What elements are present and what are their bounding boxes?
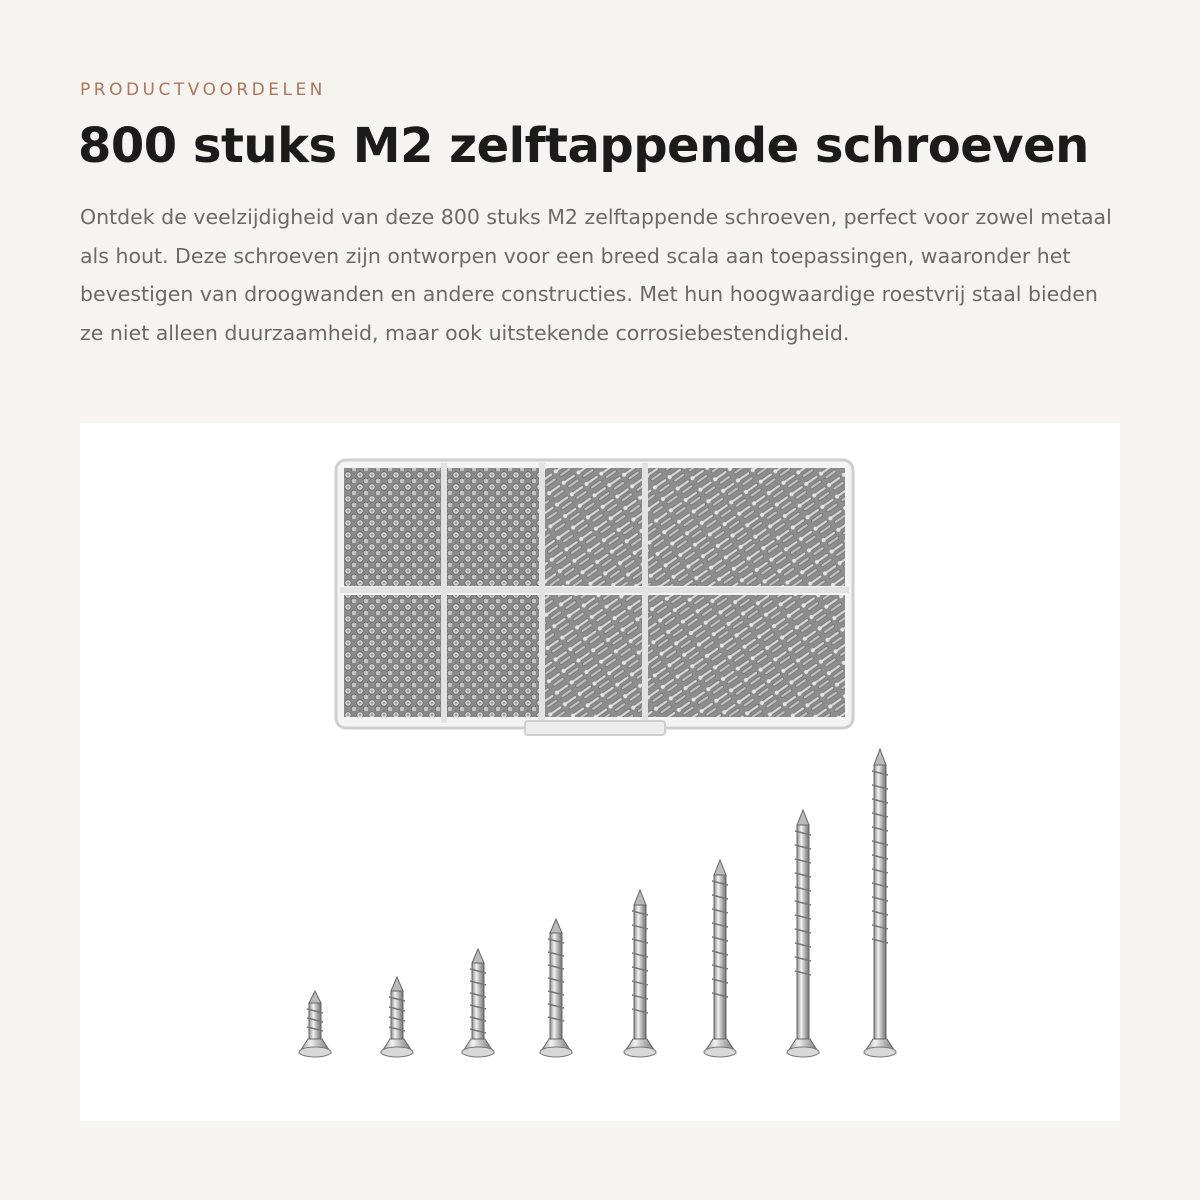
assortment-box xyxy=(336,460,853,735)
eyebrow-label: PRODUCTVOORDELEN xyxy=(80,80,326,100)
section-title: 800 stuks M2 zelftappende schroeven xyxy=(78,118,1089,174)
section-description: Ontdek de veelzijdigheid van deze 800 stuks M2 zelftappende schroeven, perfect voor zowel metaal als hout. Deze schroeven zijn ontworpen voor een breed scala aan toepassingen, waaronder het bevestigen van droogwanden en andere constructies. Met hun hoogwaardige roestvrij staal bieden ze niet alleen duurzaamheid, maar ook uitstekende corrosiebestendigheid. xyxy=(80,205,1112,345)
loose-screws xyxy=(299,749,896,1057)
product-image xyxy=(80,423,1120,1121)
